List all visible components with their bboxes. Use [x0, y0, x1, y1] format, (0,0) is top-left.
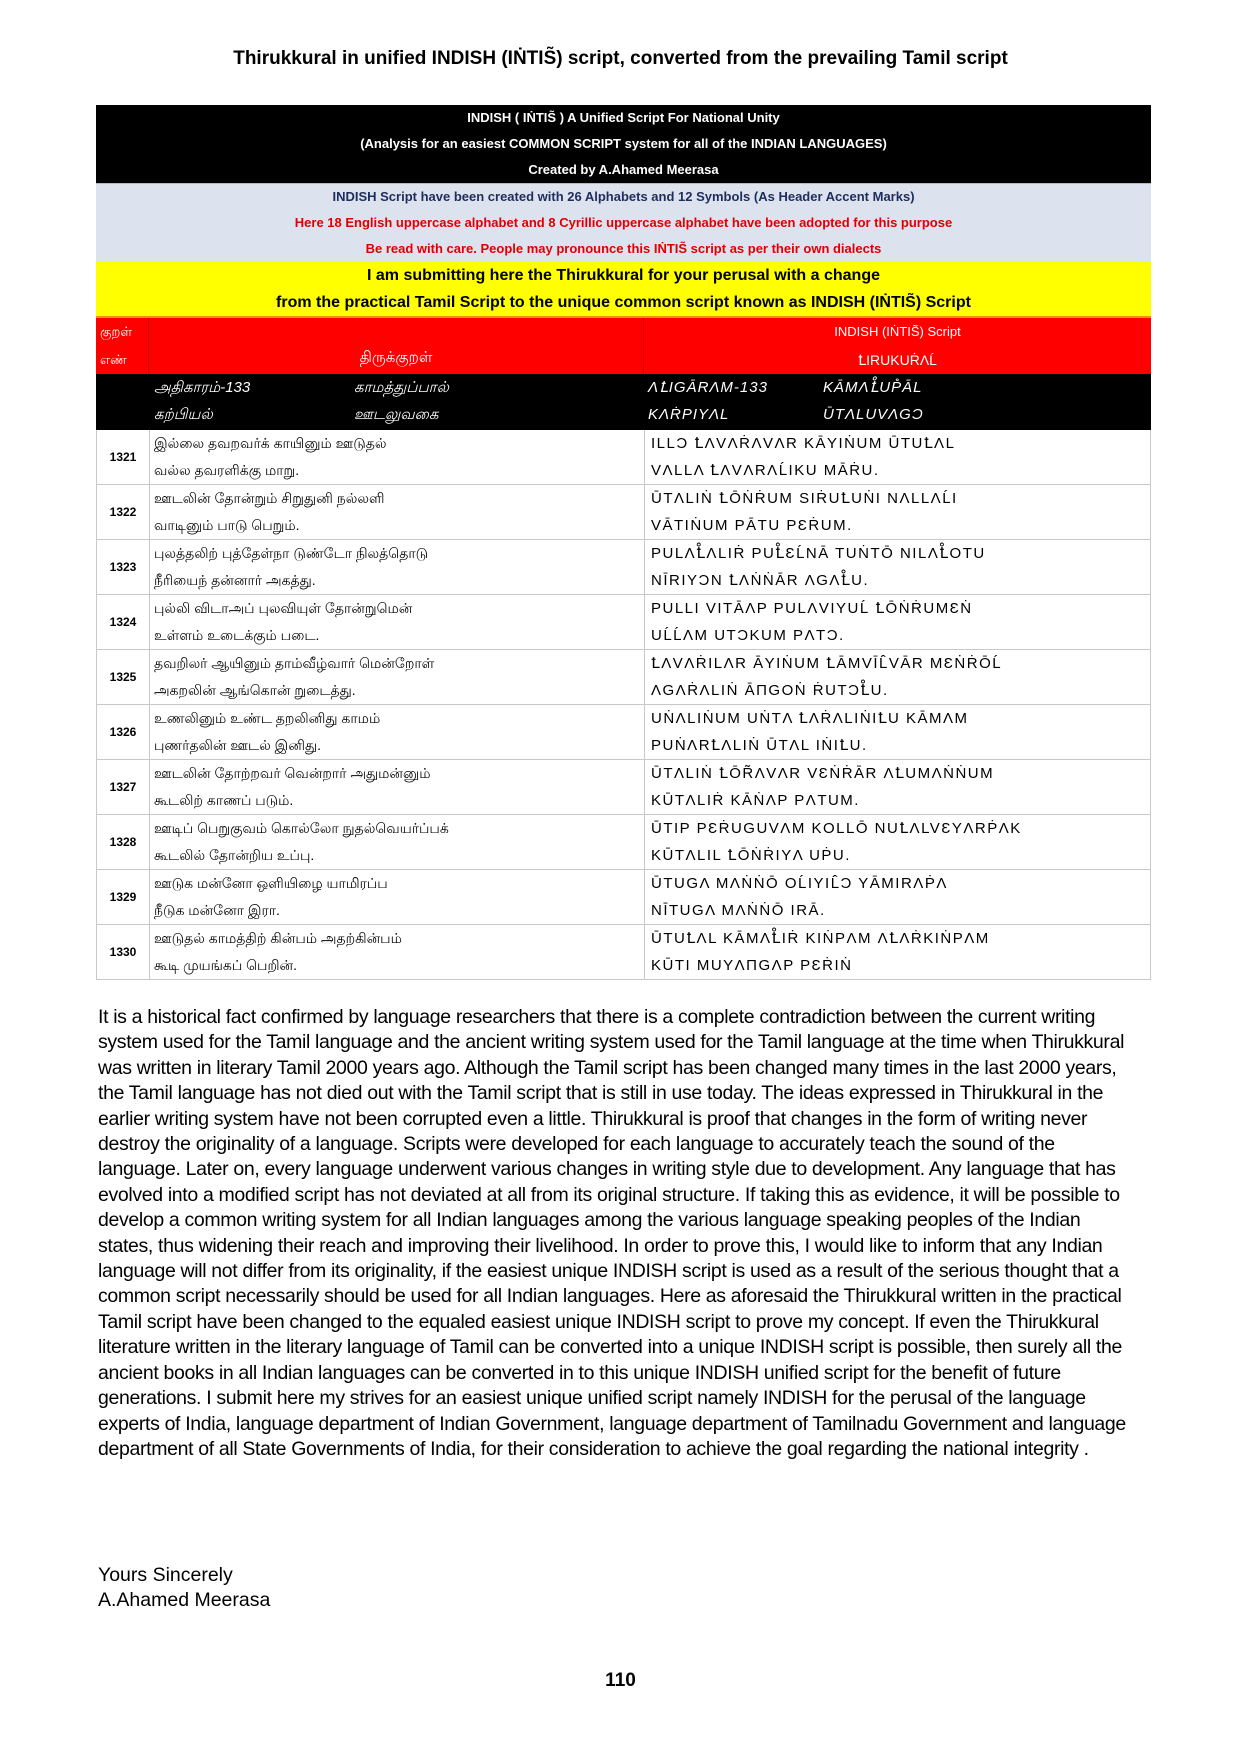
signature: A.Ahamed Meerasa [98, 1589, 271, 1611]
tamil-line: இல்லை தவறவர்க் காயினும் ஊடுதல் [154, 435, 387, 451]
table-row [96, 595, 1151, 650]
kural-tamil [150, 540, 645, 594]
tamil-line: நீரியைந் தன்னார் அகத்து. [154, 572, 316, 588]
indish-line: PUṄΛRꝈΛLIṄ ŪTΛL IṄIꝈU. [651, 737, 868, 754]
info-banner [96, 183, 1151, 262]
kural-number: 1325 [97, 650, 150, 704]
kural-tamil [150, 870, 645, 924]
header-number-label: எண் [100, 352, 127, 367]
chapter-number-tamil: அதிகாரம்-133 [154, 379, 251, 396]
chapter-header [96, 374, 1151, 430]
tamil-line: ஊடலின் தோற்றவர் வென்றார் அதுமன்னும் [154, 765, 431, 781]
kural-tamil [150, 430, 645, 484]
section-name-tamil: காமத்துப்பால் [354, 379, 449, 396]
info-line-caution: Be read with care. People may pronounce this IṄTIS̃ script as per their own dialects [365, 241, 882, 256]
chapter-number-indish: ΛꝈIGĀRΛM-133 [648, 379, 768, 396]
header-indish-label: INDISH (IṄTIS̃) Script [834, 324, 961, 339]
header-indish-sublabel: ꝈIRUKUṘΛĹ [858, 352, 937, 368]
chapter-name-tamil: ஊடலுவகை [354, 406, 439, 423]
kural-number: 1322 [97, 485, 150, 539]
indish-line: KŪTΛLIṘ KĀṄΛP PΛTUM. [651, 792, 860, 809]
kural-number: 1321 [97, 430, 150, 484]
section-name-indish: KĀMΛꝈ̊UP̊ĀL [823, 379, 923, 396]
tamil-line: தவறிலர் ஆயினும் தாம்வீழ்வார் மென்றோள் [154, 655, 435, 671]
tamil-line: உள்ளம் உடைக்கும் படை. [154, 627, 320, 643]
kural-indish [645, 430, 1150, 484]
indish-line: ILLƆ ꝈΛVΛṘΛVΛR KĀYIṄUM ŪTUꝈΛL [651, 435, 956, 452]
kural-number: 1329 [97, 870, 150, 924]
kural-tamil [150, 705, 645, 759]
kural-number: 1324 [97, 595, 150, 649]
header-tamil-column [149, 318, 644, 374]
kural-tamil [150, 650, 645, 704]
table-row [96, 705, 1151, 760]
kural-indish [645, 595, 1150, 649]
kural-indish [645, 650, 1150, 704]
kural-indish [645, 760, 1150, 814]
salutation: Yours Sincerely [98, 1564, 233, 1586]
indish-line: PULLI VITĀΛP PULΛVIYUĹ ꝈŌṄṘUMƐṄ [651, 600, 973, 617]
kural-tamil [150, 595, 645, 649]
table-row [96, 650, 1151, 705]
thirukkural-sheet [96, 105, 1151, 980]
table-row [96, 925, 1151, 980]
tamil-line: கூடி முயங்கப் பெறின். [154, 957, 297, 973]
banner-author-line: Created by A.Ahamed Meerasa [528, 162, 719, 177]
kural-indish [645, 485, 1150, 539]
kural-tamil [150, 815, 645, 869]
submission-line-1: I am submitting here the Thirukkural for your perusal with a change [367, 267, 880, 284]
header-kural-number [96, 318, 149, 374]
tamil-line: வல்ல தவரளிக்கு மாறு. [154, 462, 300, 478]
submission-line-2: from the practical Tamil Script to the unique common script known as INDISH (IṄTIS̃) Script [276, 294, 971, 311]
indish-line: KŪTΛLIL ꝈŌṄṘIYΛ UṖU. [651, 847, 851, 864]
indish-line: ꝈΛVΛṘILΛR ĀYIṄUM ꝈĀMVĪĹ̂VĀR MƐṄṘŌĹ [651, 655, 1003, 672]
tamil-line: வாடினும் பாடு பெறும். [154, 517, 300, 533]
indish-line: ŪTΛLIṄ ꝈŌṄṘUM SIṘUꝈUṄI NΛLLΛĹI [651, 490, 958, 507]
indish-line: KŪTI MUYΛΠGΛP PƐṘIṄ [651, 957, 853, 974]
table-row [96, 760, 1151, 815]
kural-tamil [150, 485, 645, 539]
kural-number: 1323 [97, 540, 150, 594]
kural-number: 1326 [97, 705, 150, 759]
table-row [96, 870, 1151, 925]
chapter-name-indish: ŪTΛLUVΛGƆ [823, 406, 924, 423]
title-banner [96, 105, 1151, 183]
table-header [96, 318, 1151, 374]
indish-line: ΛGΛṘΛLIṄ ĀΠGOṄ ṘUTƆꝈ̊U. [651, 682, 889, 699]
table-row [96, 430, 1151, 485]
banner-subtitle-line: (Analysis for an easiest COMMON SCRIPT system for all of the INDIAN LANGUAGES) [360, 136, 887, 151]
tamil-line: ஊடலின் தோன்றும் சிறுதுனி நல்லளி [154, 490, 385, 506]
header-kural-label: குறள் [100, 324, 133, 339]
subsection-tamil: கற்பியல் [154, 406, 213, 423]
tamil-line: கூடலிற் காணப் படும். [154, 792, 294, 808]
table-row [96, 485, 1151, 540]
tamil-line: நீடுக மன்னோ இரா. [154, 902, 280, 918]
tamil-line: புலத்தலிற் புத்தேள்நா டுண்டோ நிலத்தொடு [154, 545, 429, 561]
tamil-line: ஊடுதல் காமத்திற் கின்பம் அதற்கின்பம் [154, 930, 402, 946]
kural-number: 1330 [97, 925, 150, 979]
kural-indish [645, 540, 1150, 594]
indish-line: VΛLLΛ ꝈΛVΛRΛĹIKU MĀṘU. [651, 462, 880, 479]
header-tamil-label: திருக்குறள் [359, 349, 433, 366]
tamil-line: அகறலின் ஆங்கொன் றுடைத்து. [154, 682, 356, 698]
tamil-line: ஊடிப் பெறுகுவம் கொல்லோ நுதல்வெயர்ப்பக் [154, 820, 449, 836]
banner-title-line: INDISH ( IṄTIS̃ ) A Unified Script For National Unity [467, 110, 780, 125]
kural-number: 1328 [97, 815, 150, 869]
kural-indish [645, 815, 1150, 869]
indish-line: ŪTUGΛ MΛṄṄŌ OĹIYIĹ̂Ɔ YĀMIRΛṖΛ [651, 875, 948, 892]
body-paragraph: It is a historical fact confirmed by language researchers that there is a complete contradiction between the current writing system used for the Tamil language and the ancient writing system used for the Tamil language at the time when Thirukkural was written in literary Tamil 2000 years ago. Although the Tamil script has been changed many times in the last 2000 years, the Tamil language has not died out with the Tamil script that is still in use today. The ideas expressed in Thirukkural in the earlier writing system have not been corrupted even a little. Thirukkural is proof that changes in the form of writing never destroy the originality of a language. Scripts were developed for each language to accurately teach the sound of the language. Later on, every language underwent various changes in writing style due to development. Any language that has evolved into a modified script has not deviated at all from its original structure. If taking this as evidence, it will be possible to develop a common writing system for all Indian languages among the various language speaking peoples of the Indian states, thus widening their reach and improving their livelihood. In order to prove this, I would like to inform that any Indian language will not differ from its originality, if the easiest unique INDISH script is used as a result of the serious thought that a common script necessarily should be used for all Indian languages. Here as aforesaid the Thirukkural written in the practical Tamil script have been changed to the equaled easiest unique INDISH script to prove my concept. If even the Thirukkural literature written in the literary language of Tamil can be converted into a unique INDISH script is possible, then surely all the ancient books in all Indian languages can be converted in to this unique INDISH unified script for the benefit of future generations. I submit here my strives for an easiest unique unified script namely INDISH for the perusal of the language experts of India, language department of Indian Government, language department of Tamilnadu Government and language department of all State Governments of India, for their consideration to achieve the goal regarding the national integrity . [98, 1006, 1126, 1460]
indish-line: VĀTIṄUM PĀTU PƐṘUM. [651, 517, 853, 534]
submission-banner [96, 262, 1151, 318]
info-line-alphabets: INDISH Script have been created with 26 Alphabets and 12 Symbols (As Header Accent Marks) [332, 189, 915, 204]
header-indish-column [644, 318, 1151, 374]
tamil-line: ஊடுக மன்னோ ஒளியிழை யாமிரப்ப [154, 875, 388, 891]
closing-block [98, 1563, 270, 1613]
indish-line: NĪTUGΛ MΛṄṄŌ IRĀ. [651, 902, 826, 919]
indish-line: NĪRIYƆN ꝈΛṄṄĀR ΛGΛꝈ̊U. [651, 572, 870, 589]
table-row [96, 540, 1151, 595]
kural-indish [645, 705, 1150, 759]
table-row [96, 815, 1151, 870]
indish-line: ŪTIP PƐṘUGUVΛM KOLLŌ NUꝈΛLVƐYΛRṖΛK [651, 820, 1022, 837]
info-line-adoption: Here 18 English uppercase alphabet and 8 Cyrillic uppercase alphabet have been adopted for this purpose [294, 215, 953, 230]
subsection-indish: KΛṘPIYΛL [648, 406, 730, 423]
kural-tamil [150, 760, 645, 814]
kural-number: 1327 [97, 760, 150, 814]
page-title: Thirukkural in unified INDISH (IṄTIS̃) script, converted from the prevailing Tamil script [233, 48, 1008, 69]
indish-line: UĹĹΛM UTƆKUM PΛTƆ. [651, 627, 845, 644]
page-number: 110 [605, 1670, 636, 1691]
indish-line: PULΛꝈ̊ΛLIṘ PUꝈ̊ƐĹNĀ TUṄTŌ NILΛꝈ̊OTU [651, 545, 986, 562]
tamil-line: உணலினும் உண்ட தறலினிது காமம் [154, 710, 381, 726]
indish-line: ŪTUꝈΛL KĀMΛꝈ̊IṘ KIṄPΛM ΛꝈΛṘKIṄPΛM [651, 930, 990, 947]
kural-indish [645, 870, 1150, 924]
kural-indish [645, 925, 1150, 979]
tamil-line: புல்லி விடாஅப் புலவியுள் தோன்றுமென் [154, 600, 413, 616]
kural-rows [96, 430, 1151, 980]
indish-line: ŪTΛLIṄ ꝈŌR̃ΛVΛR VƐṄṘĀR ΛꝈUMΛṄṄUM [651, 765, 995, 782]
indish-line: UṄΛLIṄUM UṄTΛ ꝈΛṘΛLIṄIꝈU KĀMΛM [651, 710, 969, 727]
chapter-tamil [148, 374, 642, 430]
tamil-line: கூடலில் தோன்றிய உப்பு. [154, 847, 315, 863]
chapter-indish [642, 374, 1151, 430]
tamil-line: புணர்தலின் ஊடல் இனிது. [154, 737, 322, 753]
kural-tamil [150, 925, 645, 979]
